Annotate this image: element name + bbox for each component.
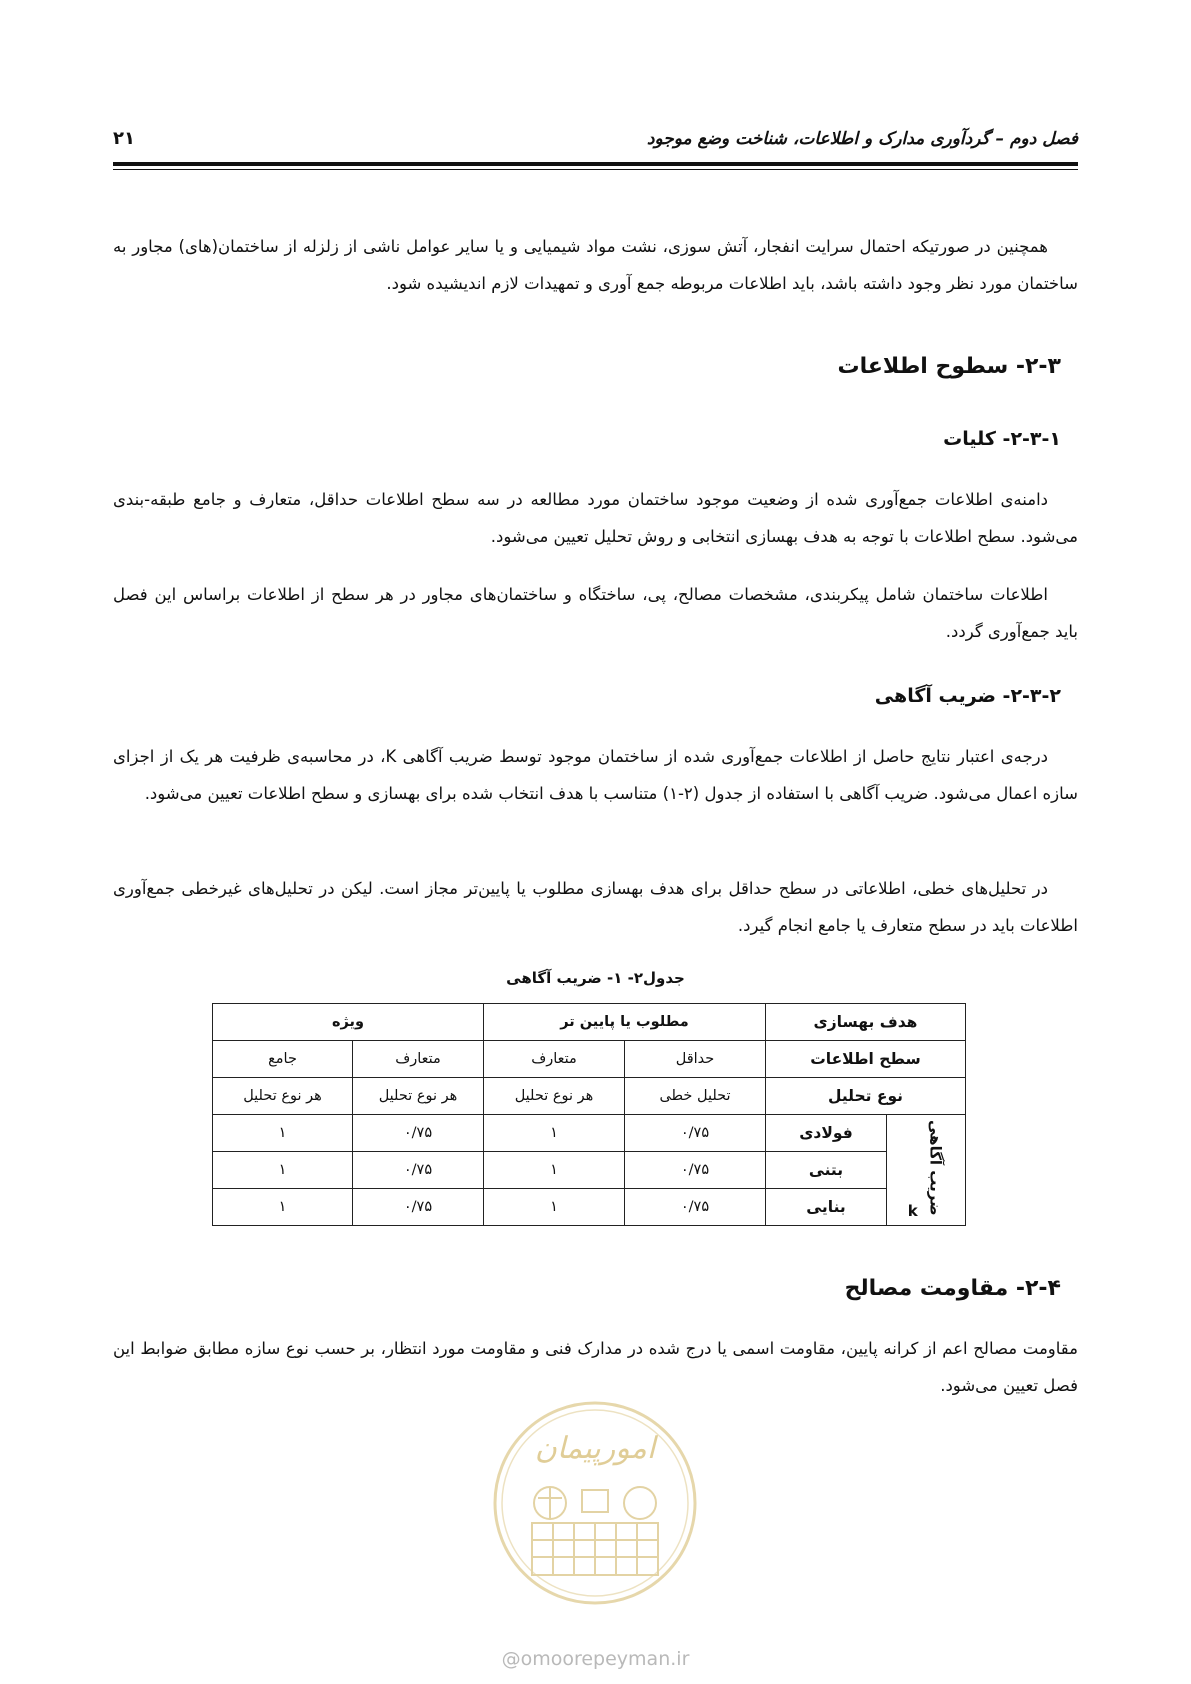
- table-row-goal: [213, 1004, 966, 1041]
- header-rule-thin: [113, 169, 1078, 170]
- structure-type-cell: فولادی: [766, 1115, 887, 1152]
- value-cell: ۱: [213, 1115, 353, 1152]
- value-cell: ۰/۷۵: [625, 1115, 766, 1152]
- table-row: [213, 1115, 966, 1152]
- paragraph-adjacent-hazards: همچنین در صورتیکه احتمال سرایت انفجار، آتش سوزی، نشت مواد شیمیایی و یا سایر عوامل ناشی از زلزله از ساختمان(های) مجاور به ساختمان مورد نظر وجود داشته باشد، باید اطلاعات مربوطه جمع آوری و تمهیدات لازم اندیشیده شود.: [113, 237, 1078, 293]
- paragraph-material-strength: مقاومت مصالح اعم از کرانه پایین، مقاومت اسمی یا درج شده در مدارک فنی و مقاومت مورد انتظار، بر حسب نوع سازه مطابق ضوابط این فصل تعیین می‌شود.: [113, 1339, 1078, 1395]
- level-cell: متعارف: [353, 1041, 484, 1078]
- value-cell: ۰/۷۵: [353, 1189, 484, 1226]
- value-cell: ۰/۷۵: [625, 1152, 766, 1189]
- heading-knowledge-factor: ۲-۳-۲- ضریب آگاهی: [874, 685, 1061, 707]
- watermark-url-text: omoorepeyman.ir: [520, 1648, 690, 1670]
- value-cell: ۱: [484, 1115, 625, 1152]
- at-icon: @: [501, 1648, 521, 1670]
- heading-material-strength: ۲-۴- مقاومت مصالح: [844, 1276, 1061, 1301]
- heading-information-levels: ۲-۳- سطوح اطلاعات: [837, 354, 1061, 379]
- level-label-cell: سطح اطلاعات: [766, 1041, 966, 1078]
- knowledge-factor-table: [212, 1003, 966, 1226]
- running-title: فصل دوم – گردآوری مدارک و اطلاعات، شناخت وضع موجود: [646, 129, 1078, 149]
- value-cell: ۰/۷۵: [625, 1189, 766, 1226]
- paragraph-building-information: اطلاعات ساختمان شامل پیکربندی، مشخصات مصالح، پی، ساختگاه و ساختمان‌های مجاور در هر سطح از اطلاعات براساس این فصل باید جمع‌آوری گردد.: [113, 585, 1078, 641]
- k-symbol: k: [907, 1202, 918, 1221]
- watermark-url: [0, 1648, 1191, 1670]
- table-row: [213, 1189, 966, 1226]
- running-header: [113, 128, 1078, 149]
- table-caption: جدول۲- ۱- ضریب آگاهی: [506, 969, 685, 987]
- analysis-cell: هر نوع تحلیل: [353, 1078, 484, 1115]
- structure-type-cell: بتنی: [766, 1152, 887, 1189]
- analysis-cell: هر نوع تحلیل: [484, 1078, 625, 1115]
- paragraph-knowledge-factor: درجه‌ی اعتبار نتایج حاصل از اطلاعات جمع‌آوری شده از ساختمان موجود توسط ضریب آگاهی K، در محاسبه‌ی ظرفیت هر یک از اجزای سازه اعمال می‌شود. ضریب آگاهی با استفاده از جدول (۲-۱) متناسب با هدف انتخاب شده برای بهسازی و سطح اطلاعات تعیین می‌شود.: [113, 747, 1078, 803]
- value-cell: ۱: [213, 1152, 353, 1189]
- paragraph-information-scope: دامنه‌ی اطلاعات جمع‌آوری شده از وضعیت موجود ساختمان مورد مطالعه در سه سطح اطلاعات حداقل، متعارف و جامع طبقه-بندی می‌شود. سطح اطلاعات با توجه به هدف بهسازی انتخابی و روش تحلیل تعیین می‌شود.: [113, 490, 1078, 546]
- table-row: [213, 1152, 966, 1189]
- side-label-text: ضریب آگاهی: [926, 1119, 945, 1216]
- page-number: ۲۱: [113, 128, 135, 149]
- knowledge-factor-side-label: [887, 1115, 966, 1226]
- heading-generalities: ۲-۳-۱- کلیات: [943, 428, 1061, 450]
- analysis-cell: تحلیل خطی: [625, 1078, 766, 1115]
- level-cell: جامع: [213, 1041, 353, 1078]
- goal-cell-1: مطلوب یا پایین تر: [484, 1004, 766, 1041]
- table-row-level: [213, 1041, 966, 1078]
- analysis-cell: هر نوع تحلیل: [213, 1078, 353, 1115]
- seal-lettering: امورپیمان: [534, 1431, 656, 1466]
- analysis-label-cell: نوع تحلیل: [766, 1078, 966, 1115]
- value-cell: ۱: [213, 1189, 353, 1226]
- level-cell: متعارف: [484, 1041, 625, 1078]
- level-cell: حداقل: [625, 1041, 766, 1078]
- table-row-analysis: [213, 1078, 966, 1115]
- paragraph-analysis-levels: در تحلیل‌های خطی، اطلاعاتی در سطح حداقل برای هدف بهسازی مطلوب یا پایین‌تر مجاز است. لیکن در تحلیل‌های غیرخطی جمع‌آوری اطلاعات باید در سطح متعارف یا جامع انجام گیرد.: [113, 879, 1078, 935]
- watermark-seal-logo: [490, 1398, 700, 1608]
- value-cell: ۱: [484, 1152, 625, 1189]
- value-cell: ۰/۷۵: [353, 1115, 484, 1152]
- value-cell: ۰/۷۵: [353, 1152, 484, 1189]
- structure-type-cell: بنایی: [766, 1189, 887, 1226]
- header-rule-thick: [113, 162, 1078, 166]
- value-cell: ۱: [484, 1189, 625, 1226]
- goal-label-cell: هدف بهسازی: [766, 1004, 966, 1041]
- goal-cell-2: ویژه: [213, 1004, 484, 1041]
